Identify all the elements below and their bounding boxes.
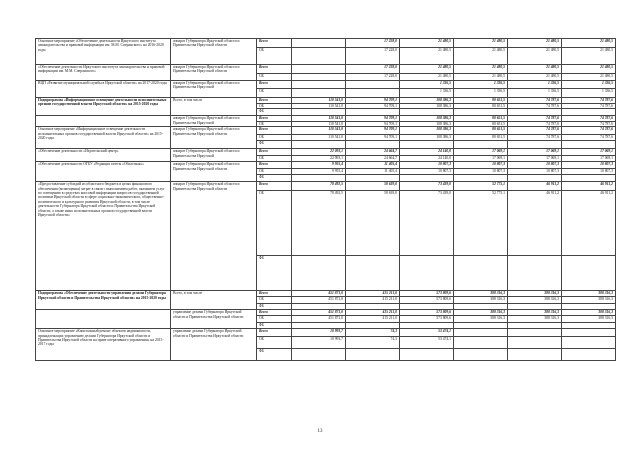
- amount-cell: 52 775,1: [454, 191, 508, 256]
- amount-cell: 21 480,5: [562, 48, 616, 65]
- table-row: [36, 127, 616, 135]
- amount-cell: 74 787,6: [562, 135, 616, 141]
- amount-cell: 10 807,3: [454, 169, 508, 175]
- amount-cell: [400, 109, 454, 116]
- amount-cell: 24 140,0: [400, 156, 454, 162]
- funding-source-cell: Всего: [257, 162, 292, 169]
- amount-cell: 415 211,0: [346, 310, 400, 316]
- amount-cell: 11 405,4: [346, 169, 400, 175]
- amount-cell: [562, 329, 616, 337]
- funding-source-cell: ОБ: [257, 48, 292, 65]
- amount-cell: 1 336,5: [508, 89, 562, 98]
- amount-cell: 17 228,0: [346, 48, 400, 65]
- funding-source-cell: Всего: [257, 329, 292, 337]
- executor-cell: аппарат Губернатора Иркутской области и Правительства Иркутской области: [171, 182, 257, 291]
- amount-cell: 108 386,3: [400, 121, 454, 126]
- amount-cell: [400, 175, 454, 182]
- funding-source-cell: Всего: [257, 127, 292, 135]
- executor-cell: аппарат Губернатора Иркутской области и Правительства Иркутской: [171, 149, 257, 162]
- amount-cell: 21 480,5: [508, 48, 562, 65]
- amount-cell: 388 316,3: [508, 316, 562, 323]
- amount-cell: 388 316,3: [562, 310, 616, 316]
- amount-cell: [346, 81, 400, 89]
- amount-cell: 110 541,0: [292, 98, 346, 104]
- amount-cell: 388 316,3: [562, 316, 616, 323]
- amount-cell: 21 480,5: [454, 65, 508, 74]
- funding-source-cell: ОБ: [257, 156, 292, 162]
- amount-cell: 94 709,1: [346, 135, 400, 141]
- amount-cell: [292, 39, 346, 48]
- amount-cell: 10 993,7: [292, 329, 346, 337]
- amount-cell: [292, 81, 346, 89]
- amount-cell: [562, 141, 616, 149]
- amount-cell: 10 807,3: [508, 162, 562, 169]
- funding-source-cell: Всего: [257, 98, 292, 104]
- amount-cell: 74 787,6: [508, 116, 562, 121]
- funding-source-cell: ОБ: [257, 169, 292, 175]
- amount-cell: 80 651,5: [454, 116, 508, 121]
- funding-source-cell: ФБ: [257, 175, 292, 182]
- amount-cell: 22 093,1: [292, 156, 346, 162]
- amount-cell: 21 480,5: [454, 39, 508, 48]
- amount-cell: 80 651,5: [454, 135, 508, 141]
- funding-source-cell: ФБ: [257, 109, 292, 116]
- activity-name-cell: Основное мероприятие «Информационное освещение деятельности исполнительных органов государственной власти Иркутской области» на 2015-2020 годы: [36, 127, 171, 149]
- amount-cell: 10 807,3: [562, 162, 616, 169]
- amount-cell: 58 639,0: [346, 182, 400, 191]
- amount-cell: [292, 74, 346, 81]
- funding-source-cell: Всего: [257, 310, 292, 316]
- funding-source-cell: ФБ: [257, 323, 292, 329]
- amount-cell: 10 807,3: [400, 162, 454, 169]
- funding-source-cell: Всего: [257, 65, 292, 74]
- amount-cell: 74,3: [346, 337, 400, 349]
- activity-name-cell: «Обеспечение деятельности «Издательский центр»: [36, 149, 171, 162]
- amount-cell: 10 807,3: [508, 169, 562, 175]
- activity-name-cell: «Предоставление субсидий из областного бюджета в целях финансового обеспечения (возмещения) затрат в связи с выполнением работ, оказанием услуг по освещению в средствах массовой информации вопросов государственной политики Иркутской области в сфере социально-экономического, общественно-политического и культурного развития Иркутской области, в том числе деятельности Губернатора Иркутской области и Правительства Иркутской области, а также иных исполнительных органов государственной власти Иркутской области»: [36, 182, 171, 291]
- amount-cell: 388 316,3: [454, 316, 508, 323]
- executor-cell: аппарат Губернатора Иркутской области и Правительства Иркутской области: [171, 65, 257, 81]
- amount-cell: 80 651,5: [454, 98, 508, 104]
- amount-cell: [292, 109, 346, 116]
- amount-cell: [454, 329, 508, 337]
- amount-cell: 21 480,5: [562, 39, 616, 48]
- amount-cell: [508, 256, 562, 291]
- executor-cell: Всего, в том числе: [171, 291, 257, 310]
- amount-cell: [508, 175, 562, 182]
- amount-cell: 21 480,5: [562, 74, 616, 81]
- amount-cell: 110 541,0: [292, 135, 346, 141]
- amount-cell: 415 211,0: [346, 297, 400, 304]
- amount-cell: 10 807,3: [400, 169, 454, 175]
- amount-cell: [400, 141, 454, 149]
- funding-source-cell: ФБ: [257, 256, 292, 291]
- amount-cell: 388 316,3: [562, 297, 616, 304]
- amount-cell: 74 787,6: [508, 98, 562, 104]
- amount-cell: 74 787,6: [508, 135, 562, 141]
- activity-name-cell: Основное мероприятие «Капитальный ремонт объектов недвижимости, принадлежащих управлению делами Губернатора Иркутской области и Правительства Иркутской области на праве оперативного управления» на 2015-2017 годы: [36, 329, 171, 361]
- amount-cell: [454, 175, 508, 182]
- table-row: [36, 81, 616, 89]
- amount-cell: [346, 349, 400, 361]
- amount-cell: 74 787,6: [508, 127, 562, 135]
- executor-cell: аппарат Губернатора Иркутской области и Правительства Иркутской: [171, 81, 257, 98]
- amount-cell: 388 316,3: [508, 310, 562, 316]
- amount-cell: 94 709,1: [346, 127, 400, 135]
- executor-cell: аппарат Губернатора Иркутской области и Правительства Иркутской области: [171, 162, 257, 182]
- amount-cell: 388 316,3: [562, 291, 616, 297]
- amount-cell: 573 809,6: [400, 291, 454, 297]
- amount-cell: 573 809,6: [400, 316, 454, 323]
- funding-source-cell: ОБ: [257, 135, 292, 141]
- amount-cell: 10 993,7: [292, 337, 346, 349]
- amount-cell: [292, 349, 346, 361]
- activity-name-cell: [36, 116, 171, 127]
- amount-cell: 21 480,5: [508, 65, 562, 74]
- amount-cell: [454, 337, 508, 349]
- amount-cell: 74 787,6: [508, 104, 562, 109]
- amount-cell: [562, 109, 616, 116]
- amount-cell: 74 787,6: [562, 121, 616, 126]
- amount-cell: 388 316,3: [454, 291, 508, 297]
- amount-cell: [292, 65, 346, 74]
- amount-cell: 53 474,1: [400, 329, 454, 337]
- amount-cell: 17 069,1: [562, 156, 616, 162]
- executor-cell: аппарат Губернатора Иркутской области и Правительства Иркутской области: [171, 127, 257, 149]
- amount-cell: 9 955,4: [292, 169, 346, 175]
- amount-cell: 17 069,1: [454, 149, 508, 156]
- amount-cell: [508, 109, 562, 116]
- amount-cell: [508, 349, 562, 361]
- amount-cell: 24 664,7: [346, 156, 400, 162]
- amount-cell: 46 911,2: [562, 182, 616, 191]
- funding-source-cell: Всего: [257, 291, 292, 297]
- amount-cell: [346, 89, 400, 98]
- amount-cell: 94 709,1: [346, 98, 400, 104]
- amount-cell: 21 480,5: [454, 48, 508, 65]
- amount-cell: 388 316,3: [508, 291, 562, 297]
- amount-cell: 21 480,5: [454, 74, 508, 81]
- amount-cell: 17 228,0: [346, 65, 400, 74]
- amount-cell: 110 541,0: [292, 121, 346, 126]
- amount-cell: [400, 349, 454, 361]
- amount-cell: [292, 175, 346, 182]
- amount-cell: [454, 349, 508, 361]
- table-row: [36, 149, 616, 156]
- amount-cell: [508, 337, 562, 349]
- amount-cell: 94 709,1: [346, 121, 400, 126]
- amount-cell: 74 787,6: [562, 104, 616, 109]
- amount-cell: 94 709,1: [346, 104, 400, 109]
- amount-cell: 1 336,5: [508, 81, 562, 89]
- amount-cell: [454, 256, 508, 291]
- amount-cell: 451 871,0: [292, 310, 346, 316]
- amount-cell: 17 069,1: [562, 149, 616, 156]
- amount-cell: 21 480,5: [400, 65, 454, 74]
- amount-cell: 110 541,0: [292, 104, 346, 109]
- activity-name-cell: «Обеспечение деятельности Иркутского института законодательства и правовой информации им. М.М. Сперанского»: [36, 65, 171, 81]
- amount-cell: 451 871,0: [292, 297, 346, 304]
- activity-name-cell: [36, 310, 171, 329]
- amount-cell: 74 787,6: [562, 127, 616, 135]
- amount-cell: 10 807,3: [454, 162, 508, 169]
- amount-cell: 21 480,5: [400, 39, 454, 48]
- amount-cell: 80 651,5: [454, 127, 508, 135]
- amount-cell: 108 386,3: [400, 104, 454, 109]
- amount-cell: 94 709,1: [346, 116, 400, 121]
- amount-cell: 78 492,5: [292, 182, 346, 191]
- executor-cell: аппарат Губернатора Иркутской области и Правительства Иркутской области: [171, 39, 257, 65]
- amount-cell: [346, 141, 400, 149]
- amount-cell: 388 316,3: [454, 297, 508, 304]
- amount-cell: 17 069,1: [508, 156, 562, 162]
- amount-cell: [508, 329, 562, 337]
- amount-cell: 415 211,0: [346, 291, 400, 297]
- amount-cell: 80 651,5: [454, 121, 508, 126]
- funding-source-cell: Всего: [257, 81, 292, 89]
- amount-cell: 21 480,5: [400, 48, 454, 65]
- table-row: [36, 182, 616, 191]
- activity-name-cell: Основное мероприятие «Обеспечение деятельности Иркутского института законодательства и правовой информации им. М.М. Сперанского» на 2016-2020 годы: [36, 39, 171, 65]
- funding-source-cell: Всего: [257, 39, 292, 48]
- amount-cell: 21 480,5: [400, 74, 454, 81]
- funding-source-cell: ОБ: [257, 74, 292, 81]
- amount-cell: 74 787,6: [562, 116, 616, 121]
- amount-cell: 1 336,5: [562, 89, 616, 98]
- amount-cell: 388 316,3: [454, 310, 508, 316]
- activity-name-cell: ВЦП «Развитие муниципальной службы в Иркутской области» на 2017-2020 годы: [36, 81, 171, 98]
- amount-cell: 24 140,0: [400, 149, 454, 156]
- amount-cell: 21 480,5: [508, 39, 562, 48]
- amount-cell: 1 336,5: [562, 81, 616, 89]
- amount-cell: 451 871,0: [292, 316, 346, 323]
- amount-cell: 74,3: [346, 329, 400, 337]
- amount-cell: [562, 349, 616, 361]
- executor-cell: аппарат Губернатора Иркутской области и Правительства Иркутской: [171, 116, 257, 127]
- amount-cell: 388 316,3: [508, 297, 562, 304]
- funding-source-cell: ОБ: [257, 104, 292, 109]
- amount-cell: 1 336,5: [400, 89, 454, 98]
- amount-cell: 58 639,0: [346, 191, 400, 256]
- amount-cell: 24 664,7: [346, 149, 400, 156]
- funding-source-cell: ОБ: [257, 121, 292, 126]
- amount-cell: 10 807,3: [562, 169, 616, 175]
- amount-cell: 73 439,0: [400, 191, 454, 256]
- amount-cell: 108 386,3: [400, 127, 454, 135]
- executor-cell: управление делами Губернатора Иркутской области и Правительства Иркутской области: [171, 329, 257, 361]
- amount-cell: 1 336,5: [400, 81, 454, 89]
- amount-cell: 1 336,5: [454, 81, 508, 89]
- amount-cell: 110 541,0: [292, 116, 346, 121]
- amount-cell: [346, 109, 400, 116]
- amount-cell: 108 386,3: [400, 98, 454, 104]
- amount-cell: 46 911,2: [508, 191, 562, 256]
- amount-cell: [454, 141, 508, 149]
- activity-name-cell: «Обеспечение деятельности ОГБУ «Редакция газеты «Областная»»: [36, 162, 171, 182]
- amount-cell: 78 492,5: [292, 191, 346, 256]
- amount-cell: [292, 141, 346, 149]
- amount-cell: 74 787,6: [562, 98, 616, 104]
- amount-cell: 110 541,0: [292, 127, 346, 135]
- amount-cell: [400, 256, 454, 291]
- amount-cell: 108 386,3: [400, 135, 454, 141]
- activity-name-cell: Подпрограмма «Обеспечение деятельности управления делами Губернатора Иркутской области и Правительства Иркутской области» на 2015-2020 годы: [36, 291, 171, 310]
- amount-cell: 11 405,4: [346, 162, 400, 169]
- table-row: [36, 39, 616, 48]
- amount-cell: 22 093,1: [292, 149, 346, 156]
- amount-cell: 451 871,0: [292, 291, 346, 297]
- funding-source-cell: ОБ: [257, 337, 292, 349]
- activity-name-cell: Подпрограмма «Информационное освещение деятельности исполнительных органов государственной власти Иркутской области» на 2015-2020 годы: [36, 98, 171, 116]
- amount-cell: [562, 256, 616, 291]
- amount-cell: 17 069,1: [508, 149, 562, 156]
- amount-cell: [292, 89, 346, 98]
- funding-source-cell: ОБ: [257, 316, 292, 323]
- amount-cell: [562, 337, 616, 349]
- amount-cell: 52 775,1: [454, 182, 508, 191]
- page-number: 13: [317, 429, 323, 434]
- amount-cell: [562, 175, 616, 182]
- funding-source-cell: Всего: [257, 149, 292, 156]
- funding-source-cell: ОБ: [257, 297, 292, 304]
- executor-cell: Всего, в том числе: [171, 98, 257, 116]
- funding-source-cell: ФБ: [257, 141, 292, 149]
- amount-cell: 74 787,6: [508, 121, 562, 126]
- amount-cell: 17 228,0: [346, 39, 400, 48]
- table-row: [36, 329, 616, 337]
- amount-cell: 73 439,0: [400, 182, 454, 191]
- amount-cell: 46 911,2: [508, 182, 562, 191]
- funding-source-cell: ОБ: [257, 89, 292, 98]
- funding-source-cell: Всего: [257, 182, 292, 191]
- amount-cell: 1 336,5: [454, 89, 508, 98]
- amount-cell: [292, 48, 346, 65]
- amount-cell: [454, 109, 508, 116]
- amount-cell: 573 809,6: [400, 297, 454, 304]
- amount-cell: 573 809,6: [400, 310, 454, 316]
- amount-cell: [292, 256, 346, 291]
- amount-cell: 80 651,5: [454, 104, 508, 109]
- funding-source-cell: ФБ: [257, 349, 292, 361]
- amount-cell: 108 386,3: [400, 116, 454, 121]
- amount-cell: [346, 175, 400, 182]
- amount-cell: 17 069,1: [454, 156, 508, 162]
- budget-table: [35, 38, 616, 361]
- amount-cell: 21 480,5: [508, 74, 562, 81]
- amount-cell: [508, 141, 562, 149]
- amount-cell: 53 474,1: [400, 337, 454, 349]
- table-row: [36, 162, 616, 169]
- amount-cell: 415 211,0: [346, 316, 400, 323]
- amount-cell: 9 955,4: [292, 162, 346, 169]
- executor-cell: управление делами Губернатора Иркутской области и Правительства Иркутской области: [171, 310, 257, 329]
- funding-source-cell: Всего: [257, 116, 292, 121]
- amount-cell: 17 228,0: [346, 74, 400, 81]
- table-row: [36, 65, 616, 74]
- amount-cell: 46 911,2: [562, 191, 616, 256]
- amount-cell: [346, 256, 400, 291]
- funding-source-cell: ФБ: [257, 304, 292, 310]
- funding-source-cell: ОБ: [257, 191, 292, 256]
- amount-cell: 21 480,5: [562, 65, 616, 74]
